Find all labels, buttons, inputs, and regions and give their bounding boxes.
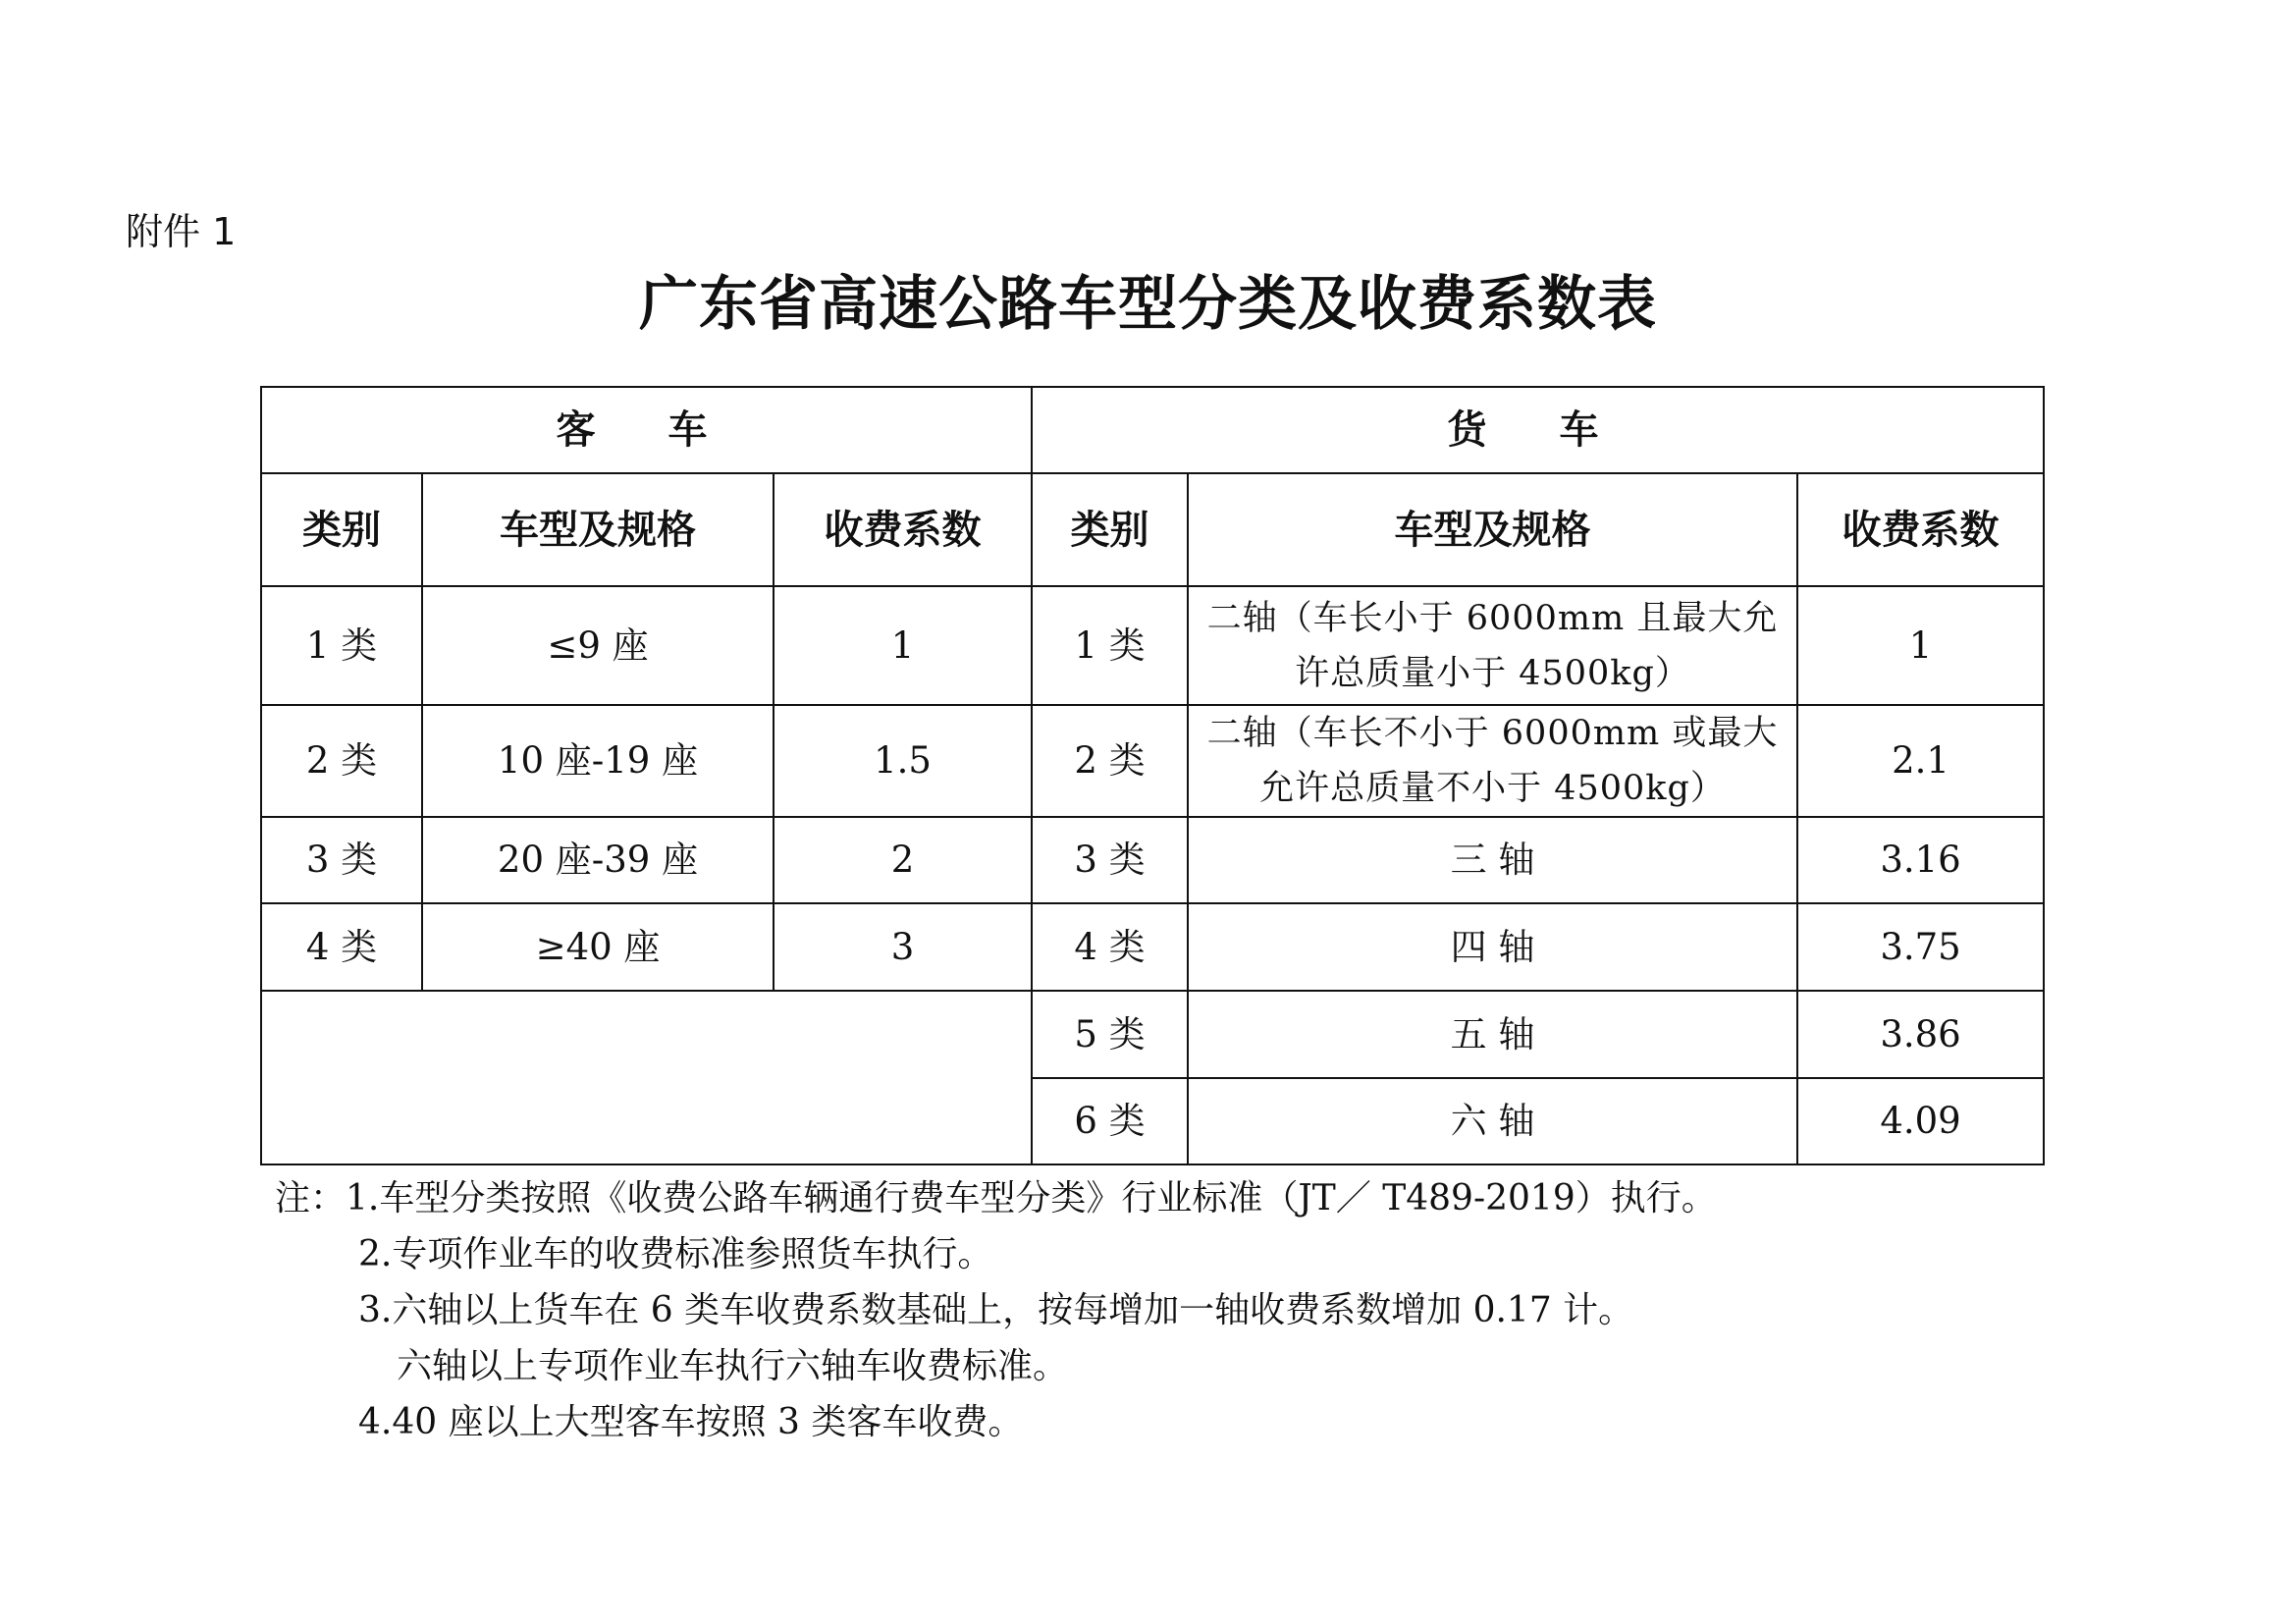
note-4: 4.40 座以上大型客车按照 3 类客车收费。 (358, 1402, 1024, 1442)
note-3: 3.六轴以上货车在 6 类车收费系数基础上，按每增加一轴收费系数增加 0.17 计。 (358, 1290, 1634, 1330)
page-title: 广东省高速公路车型分类及收费系数表 (639, 270, 1657, 339)
note-1: 注：1.车型分类按照《收费公路车辆通行费车型分类》行业标准（JT／ T489-2019）执行。 (275, 1178, 1717, 1218)
col-category: 类别 (1032, 473, 1188, 586)
table-row (261, 903, 2044, 991)
col-category: 类别 (261, 473, 422, 586)
table-row (261, 586, 2044, 705)
truck-spec: 二轴（车长不小于 6000mm 或最大允许总质量不小于 4500kg） (1188, 705, 1797, 817)
note-2: 2.专项作业车的收费标准参照货车执行。 (358, 1234, 993, 1274)
passenger-spec: ≥40 座 (422, 903, 774, 991)
truck-spec: 五 轴 (1188, 991, 1797, 1078)
col-spec: 车型及规格 (1188, 473, 1797, 586)
truck-coef: 3.86 (1797, 991, 2044, 1078)
passenger-header: 客 车 (261, 387, 1032, 473)
truck-category: 3 类 (1032, 817, 1188, 903)
attachment-label: 附件 1 (126, 210, 237, 253)
truck-category: 1 类 (1032, 586, 1188, 705)
truck-coef: 3.75 (1797, 903, 2044, 991)
table-row (261, 991, 2044, 1078)
note-3-continued: 六轴以上专项作业车执行六轴车收费标准。 (397, 1346, 1069, 1386)
truck-category: 4 类 (1032, 903, 1188, 991)
passenger-coef: 3 (774, 903, 1032, 991)
table-row (261, 817, 2044, 903)
truck-category: 5 类 (1032, 991, 1188, 1078)
truck-coef: 1 (1797, 586, 2044, 705)
passenger-category: 4 类 (261, 903, 422, 991)
table-row (261, 705, 2044, 817)
column-header-row (261, 473, 2044, 586)
passenger-coef: 2 (774, 817, 1032, 903)
passenger-category: 2 类 (261, 705, 422, 817)
passenger-coef: 1 (774, 586, 1032, 705)
passenger-spec: ≤9 座 (422, 586, 774, 705)
truck-spec: 六 轴 (1188, 1078, 1797, 1164)
truck-spec: 二轴（车长小于 6000mm 且最大允许总质量小于 4500kg） (1188, 586, 1797, 705)
truck-coef: 2.1 (1797, 705, 2044, 817)
truck-category: 6 类 (1032, 1078, 1188, 1164)
passenger-category: 3 类 (261, 817, 422, 903)
col-coef: 收费系数 (1797, 473, 2044, 586)
group-header-row (261, 387, 2044, 473)
passenger-category: 1 类 (261, 586, 422, 705)
truck-spec: 三 轴 (1188, 817, 1797, 903)
truck-spec: 四 轴 (1188, 903, 1797, 991)
notes (275, 1170, 1717, 1450)
passenger-spec: 20 座-39 座 (422, 817, 774, 903)
truck-header: 货 车 (1032, 387, 2044, 473)
truck-category: 2 类 (1032, 705, 1188, 817)
col-spec: 车型及规格 (422, 473, 774, 586)
empty-cell (261, 991, 1032, 1164)
truck-coef: 4.09 (1797, 1078, 2044, 1164)
vehicle-classification-table (260, 386, 2045, 1165)
col-coef: 收费系数 (774, 473, 1032, 586)
passenger-coef: 1.5 (774, 705, 1032, 817)
passenger-spec: 10 座-19 座 (422, 705, 774, 817)
truck-coef: 3.16 (1797, 817, 2044, 903)
